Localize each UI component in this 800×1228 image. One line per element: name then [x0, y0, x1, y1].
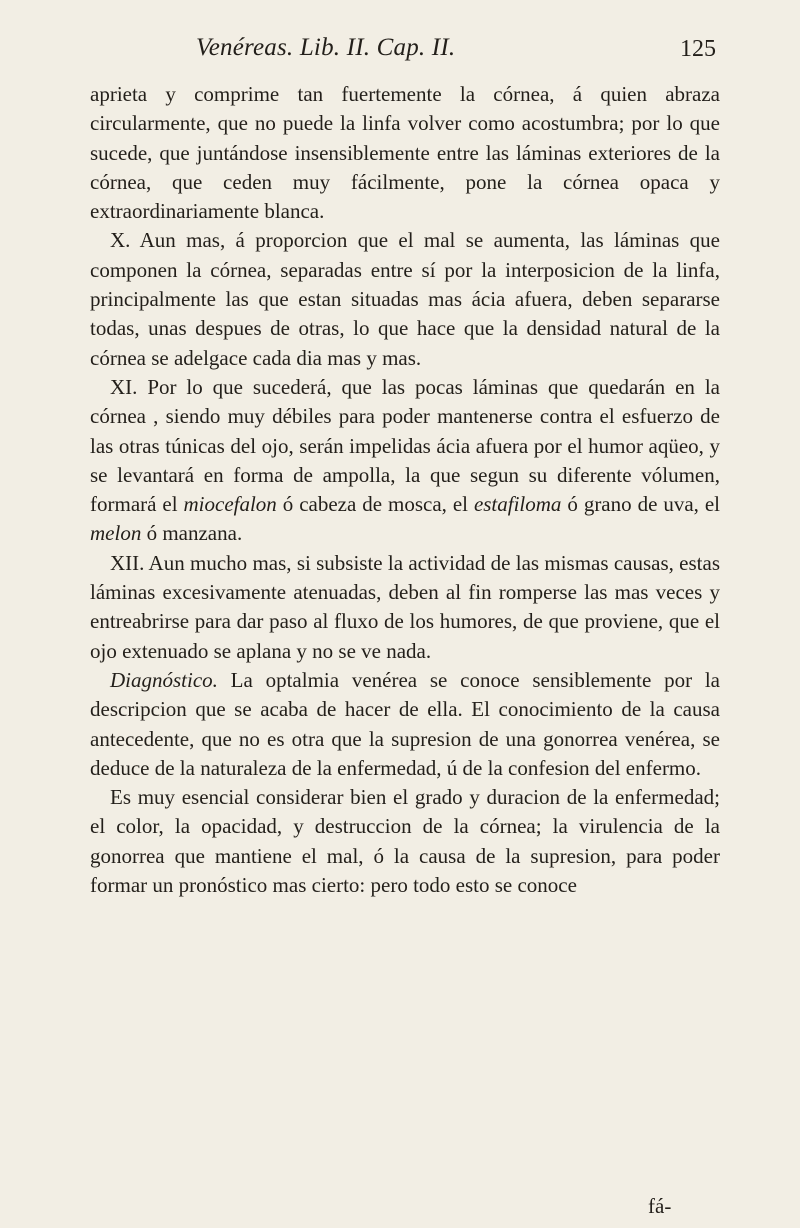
paragraph-pronostico: Es muy esencial considerar bien el grado y duracion de la enfermedad; el color, la opacidad, y destruccion de la córnea; la virulencia de la gonorrea que mantiene el mal, ó la causa de la supresion, para poder formar un pronóstico mas cierto: pero todo esto se conoce: [90, 785, 720, 898]
catchword: fá-: [648, 1194, 672, 1218]
paragraph-section-x: X. Aun mas, á proporcion que el mal se aumenta, las láminas que componen la córnea, separadas entre sí por la interposicion de la linfa, principalmente las que estan situadas mas ácia afuera, deben separarse todas, unas despues de otras, lo que hace que la densidad natural de la córnea se adelgace cada dia mas y mas.: [90, 228, 720, 370]
diagnostico-heading: Diagnóstico.: [110, 667, 218, 692]
paragraph-diagnostico: [90, 666, 720, 783]
section-xi-text-1: XI. Por lo que sucederá, que las pocas láminas que quedarán en la córnea , siendo muy débiles para poder mantenerse contra el esfuerzo de las otras túnicas del ojo, serán impelidas ácia afuera por el humor aqüeo, y se levantará en forma de ampolla, la que segun su diferente vólumen, formará el: [90, 374, 720, 517]
section-xi-text-3: ó grano de uva, el: [561, 492, 720, 517]
section-xi-text-4: ó manzana.: [141, 521, 243, 546]
body-text: [90, 80, 720, 900]
page-number: 125: [680, 36, 716, 62]
term-miocefalon: miocefalon: [183, 492, 277, 517]
section-xi-text-2: ó cabeza de mosca, el: [276, 492, 474, 517]
page-header: [196, 34, 716, 70]
term-estafiloma: estafiloma: [473, 492, 562, 517]
paragraph-section-xi: [90, 373, 720, 549]
term-melon: melon: [90, 521, 142, 546]
paragraph-section-xii: XII. Aun mucho mas, si subsiste la actividad de las mismas causas, estas láminas excesivamente atenuadas, deben al fin romperse las mas veces y entreabrirse para dar paso al fluxo de los humores, de que proviene, que el ojo extenuado se aplana y no se ve nada.: [90, 550, 720, 663]
running-head: Venéreas. Lib. II. Cap. II.: [196, 34, 456, 61]
diagnostico-text: La optalmia venérea se conoce sensiblemente por la descripcion que se acaba de hacer de ella. El conocimiento de la causa antecedente, que no es otra que la supresion de una gonorrea venérea, se deduce de la naturaleza de la enfermedad, ú de la confesion del enfermo.: [90, 667, 720, 780]
paragraph-continuation: aprieta y comprime tan fuertemente la córnea, á quien abraza circularmente, que no puede la linfa volver como acostumbra; por lo que sucede, que juntándose insensiblemente entre las láminas exteriores de la córnea, que ceden muy fácilmente, pone la córnea opaca y extraordinariamente blanca.: [90, 82, 720, 224]
